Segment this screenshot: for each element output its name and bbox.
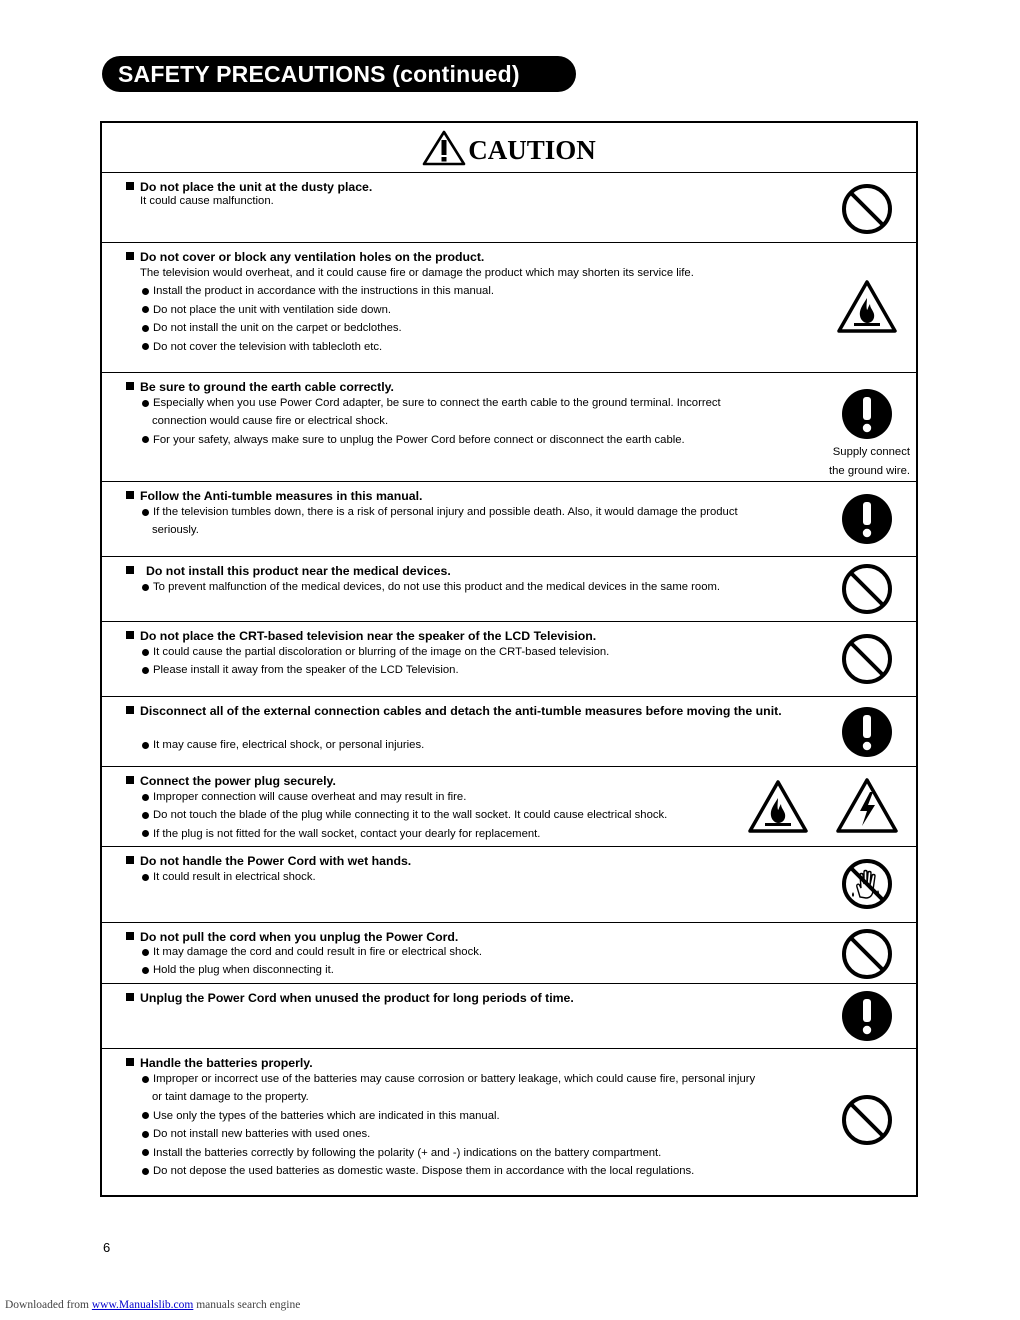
prohibition-icon xyxy=(840,632,894,686)
item-bullet: It could cause the partial discoloration or blurring of the image on the CRT-based television. xyxy=(140,643,609,661)
mandatory-action-icon xyxy=(840,387,894,441)
item-heading: Do not place the CRT-based television near the speaker of the LCD Television. xyxy=(140,627,596,645)
item-text: It could cause malfunction. xyxy=(140,195,274,207)
fire-warning-icon xyxy=(748,780,808,834)
page-title: SAFETY PRECAUTIONS (continued) xyxy=(102,56,576,92)
caution-item xyxy=(102,847,916,923)
item-heading: Do not handle the Power Cord with wet hands. xyxy=(140,852,411,870)
caution-item xyxy=(102,984,916,1049)
caution-item xyxy=(102,373,916,482)
caution-item xyxy=(102,697,916,767)
item-bullet: To prevent malfunction of the medical devices, do not use this product and the medical devices in the same room. xyxy=(140,578,720,596)
caution-label: CAUTION xyxy=(468,135,596,165)
item-text: or taint damage to the property. xyxy=(152,1091,309,1104)
item-text: seriously. xyxy=(152,524,199,537)
mandatory-action-icon xyxy=(840,492,894,546)
item-heading: Follow the Anti-tumble measures in this manual. xyxy=(140,487,422,505)
item-heading: Handle the batteries properly. xyxy=(140,1054,313,1072)
item-bullet: Hold the plug when disconnecting it. xyxy=(140,961,482,979)
item-bullet: Install the batteries correctly by following the polarity (+ and -) indications on the battery compartment. xyxy=(140,1144,755,1162)
item-bullet: Improper connection will cause overheat and may result in fire. xyxy=(140,788,667,806)
item-bullet: It may damage the cord and could result in fire or electrical shock. xyxy=(140,943,482,961)
caution-item xyxy=(102,482,916,557)
caution-item xyxy=(102,173,916,243)
mandatory-action-icon xyxy=(840,705,894,759)
electric-shock-warning-icon xyxy=(836,778,898,834)
item-heading: Connect the power plug securely. xyxy=(140,772,336,790)
item-bullet: If the television tumbles down, there is a risk of personal injury and possible death. Also, it would damage the product xyxy=(140,503,738,521)
no-wet-hands-icon xyxy=(840,857,894,911)
page-number: 6 xyxy=(103,1240,111,1255)
item-bullet: It may cause fire, electrical shock, or personal injuries. xyxy=(140,736,424,754)
item-bullet: It could result in electrical shock. xyxy=(140,868,316,886)
item-heading: Disconnect all of the external connection cables and detach the anti-tumble measures before moving the unit. xyxy=(140,702,839,720)
caution-item xyxy=(102,923,916,984)
prohibition-icon xyxy=(840,1093,894,1147)
download-footer: Downloaded from www.Manualslib.com manuals search engine xyxy=(5,1299,301,1311)
item-bullet: Do not place the unit with ventilation side down. xyxy=(140,301,694,319)
item-bullet: Do not depose the used batteries as domestic waste. Dispose them in accordance with the local regulations. xyxy=(140,1162,755,1180)
ground-wire-caption: Supply connect the ground wire. xyxy=(828,446,910,477)
item-bullet: Please install it away from the speaker of the LCD Television. xyxy=(140,661,609,679)
item-bullet: If the plug is not fitted for the wall socket, contact your dearly for replacement. xyxy=(140,825,667,843)
caution-header xyxy=(102,123,916,173)
item-bullet: Do not install the unit on the carpet or bedclothes. xyxy=(140,319,694,337)
warning-triangle-icon xyxy=(422,130,466,166)
item-bullet: Especially when you use Power Cord adapter, be sure to connect the earth cable to the ground terminal. Incorrect xyxy=(140,394,721,412)
item-bullet: Do not touch the blade of the plug while connecting it to the wall socket. It could cause electrical shock. xyxy=(140,806,667,824)
item-heading: Do not pull the cord when you unplug the Power Cord. xyxy=(140,928,458,946)
item-text: connection would cause fire or electrical shock. xyxy=(152,415,389,428)
item-bullet: Install the product in accordance with the instructions in this manual. xyxy=(140,282,694,300)
item-bullet: Improper or incorrect use of the batteries may cause corrosion or battery leakage, which could cause fire, personal injury xyxy=(140,1070,755,1088)
item-heading: Do not cover or block any ventilation holes on the product. xyxy=(140,248,484,266)
caution-item xyxy=(102,767,916,847)
item-text: The television would overheat, and it could cause fire or damage the product which may shorten its service life. xyxy=(140,267,694,279)
caution-item xyxy=(102,1049,916,1195)
caution-table xyxy=(100,121,918,1197)
item-heading: Do not install this product near the medical devices. xyxy=(146,562,451,580)
fire-warning-icon xyxy=(837,280,897,334)
prohibition-icon xyxy=(840,927,894,981)
manualslib-link[interactable]: www.Manualslib.com xyxy=(91,1299,194,1311)
item-bullet: Do not cover the television with tablecloth etc. xyxy=(140,338,694,356)
item-bullet: Use only the types of the batteries which are indicated in this manual. xyxy=(140,1107,755,1125)
item-heading: Do not place the unit at the dusty place. xyxy=(140,178,372,196)
caution-item xyxy=(102,557,916,622)
item-heading: Be sure to ground the earth cable correctly. xyxy=(140,378,394,396)
mandatory-action-icon xyxy=(840,989,894,1043)
item-bullet: Do not install new batteries with used ones. xyxy=(140,1125,755,1143)
prohibition-icon xyxy=(840,182,894,236)
prohibition-icon xyxy=(840,562,894,616)
caution-item xyxy=(102,243,916,373)
item-heading: Unplug the Power Cord when unused the product for long periods of time. xyxy=(140,989,574,1007)
item-bullet: For your safety, always make sure to unplug the Power Cord before connect or disconnect the earth cable. xyxy=(140,431,721,449)
caution-item xyxy=(102,622,916,697)
